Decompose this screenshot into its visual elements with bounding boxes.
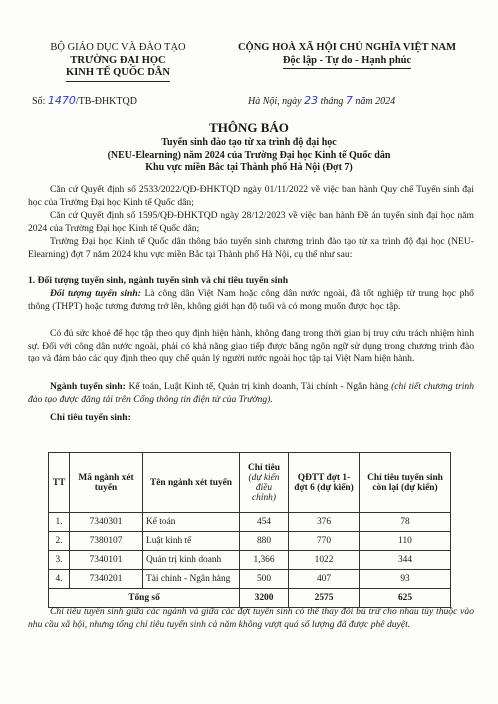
table-row [49, 551, 451, 570]
majors-text: Kế toán, Luật Kinh tế, Quản trị kinh doanh, Tài chính - Ngân hàng [125, 381, 389, 392]
table-header-row [49, 453, 451, 513]
th-quota [240, 453, 289, 513]
cell-remain: 344 [360, 551, 451, 570]
country-name: CỘNG HOÀ XÃ HỘI CHỦ NGHĨA VIỆT NAM [237, 42, 457, 53]
cell-total-remain: 625 [360, 589, 451, 608]
paragraph-majors [28, 381, 474, 406]
th-qdtt: QĐTT đợt 1-đợt 6 (dự kiến) [289, 453, 360, 513]
cell-tt: 4. [49, 570, 70, 589]
header-right [212, 42, 482, 69]
subtitle-line1: Tuyển sinh đào tạo từ xa trình độ đại học [161, 137, 337, 148]
th-code: Mã ngành xét tuyển [70, 453, 143, 513]
cell-total-label: Tổng số [49, 589, 240, 608]
university-line1: TRƯỜNG ĐẠI HỌC [70, 54, 166, 66]
date-year: năm 2024 [355, 96, 396, 107]
date-day: 23 [304, 94, 319, 107]
cell-remain: 110 [360, 532, 451, 551]
table-row [49, 532, 451, 551]
cell-total-qdtt: 2575 [289, 589, 360, 608]
cell-tt: 2. [49, 532, 70, 551]
target-text: Là công dân Việt Nam hoặc công dân nước ngoài, đã tốt nghiệp từ trung học phổ thông (THPT) hoặc tương đương trở lên, không giới hạn độ tuổi và có mong muốn được học tập. [28, 288, 474, 312]
document-date [248, 94, 395, 107]
header-left [28, 42, 208, 82]
majors-label: Ngành tuyển sinh: [50, 381, 126, 392]
cell-qdtt: 407 [289, 570, 360, 589]
paragraph-admission-target [28, 288, 474, 313]
cell-name: Tài chính - Ngân hàng [143, 570, 240, 589]
cell-qdtt: 376 [289, 513, 360, 532]
th-remain: Chỉ tiêu tuyển sinh còn lại (dự kiến) [360, 453, 451, 513]
motto: Độc lập - Tự do - Hạnh phúc [283, 55, 411, 70]
cell-remain: 93 [360, 570, 451, 589]
th-tt: TT [49, 453, 70, 513]
doc-subtitle [40, 137, 458, 175]
paragraph-announcement: Trường Đại học Kinh tế Quốc dân thông báo tuyển sinh chương trình đào tạo từ xa trình độ đại học (NEU-Elearning) đợt 7 năm 2024 khu vực miền Bắc tại Thành phố Hà Nội, cụ thể như sau: [28, 236, 474, 260]
target-label: Đối tượng tuyển sinh: [50, 288, 141, 299]
quota-table [48, 452, 451, 608]
quota-label: Chỉ tiêu tuyển sinh: [50, 412, 131, 423]
cell-quota: 500 [240, 570, 289, 589]
doc-no-handwritten: 1470 [47, 94, 76, 107]
th-quota-label: Chỉ tiêu [247, 462, 281, 473]
cell-qdtt: 1022 [289, 551, 360, 570]
cell-code: 7380107 [70, 532, 143, 551]
section-1-heading: 1. Đối tượng tuyển sinh, ngành tuyển sinh và chỉ tiêu tuyển sinh [28, 275, 289, 286]
th-name: Tên ngành xét tuyển [143, 453, 240, 513]
cell-tt: 3. [49, 551, 70, 570]
paragraph-basis-2: Căn cứ Quyết định số 1595/QĐ-ĐHKTQD ngày 28/12/2023 về việc ban hành Đề án tuyển sinh đại học năm 2024 của Trường Đại học Kinh tế Quốc dân; [28, 210, 474, 234]
footnote: Chỉ tiêu tuyển sinh giữa các ngành và giữa các đợt tuyển sinh có thể thay đổi bù trừ cho nhau tùy thuộc vào nhu cầu xã hội, nhưng tổng chỉ tiêu tuyển sinh cả năm không vượt quá số lượng đã được phê duyệt. [28, 606, 474, 630]
date-month: 7 [345, 94, 353, 107]
date-month-label: tháng [320, 96, 344, 107]
cell-total-quota: 3200 [240, 589, 289, 608]
quota-table-wrap [48, 452, 451, 608]
cell-remain: 78 [360, 513, 451, 532]
table-total-row [49, 589, 451, 608]
paragraph-health-requirement: Có đủ sức khoẻ để học tập theo quy định hiện hành, không đang trong thời gian bị truy cứu trách nhiệm hình sự. Đối với công dân nước ngoài, phải có khả năng giao tiếp được bằng ngôn ngữ sử dụng trong chương trình đào tạo và đảm bảo các quy định theo quy chế quản lý người nước ngoài học tập tại Việt Nam hiện hành. [28, 328, 474, 365]
cell-name: Quản trị kinh doanh [143, 551, 240, 570]
table-row [49, 513, 451, 532]
document-number [32, 94, 137, 107]
doc-title: THÔNG BÁO [209, 120, 289, 135]
paragraph-basis-1: Căn cứ Quyết định số 2533/2022/QĐ-ĐHKTQD ngày 01/11/2022 về việc ban hành Quy chế Tuyển sinh đại học của Trường Đại học Kinh tế Quốc dân; [28, 184, 474, 208]
majors-note: (chi tiết chương trình đào tạo được đăng tải trên Cổng thông tin điện tử của Trường). [28, 381, 474, 405]
cell-quota: 454 [240, 513, 289, 532]
cell-name: Luật kinh tế [143, 532, 240, 551]
cell-code: 7340301 [70, 513, 143, 532]
ministry-name: BỘ GIÁO DỤC VÀ ĐÀO TẠO [50, 42, 186, 53]
cell-quota: 1,366 [240, 551, 289, 570]
date-prefix: Hà Nội, ngày [248, 96, 302, 107]
table-row [49, 570, 451, 589]
th-quota-note: (dự kiến điều chỉnh) [248, 472, 280, 503]
doc-no-suffix: /TB-ĐHKTQD [75, 96, 137, 107]
university-line2: KINH TẾ QUỐC DÂN [66, 67, 170, 82]
cell-code: 7340101 [70, 551, 143, 570]
cell-tt: 1. [49, 513, 70, 532]
doc-no-prefix: Số: [32, 96, 46, 107]
cell-quota: 880 [240, 532, 289, 551]
cell-code: 7340201 [70, 570, 143, 589]
subtitle-line2: (NEU-Elearning) năm 2024 của Trường Đại học Kinh tế Quốc dân [107, 149, 391, 161]
subtitle-line3: Khu vực miền Bắc tại Thành phố Hà Nội (Đợt 7) [145, 162, 353, 173]
cell-name: Kế toán [143, 513, 240, 532]
cell-qdtt: 770 [289, 532, 360, 551]
